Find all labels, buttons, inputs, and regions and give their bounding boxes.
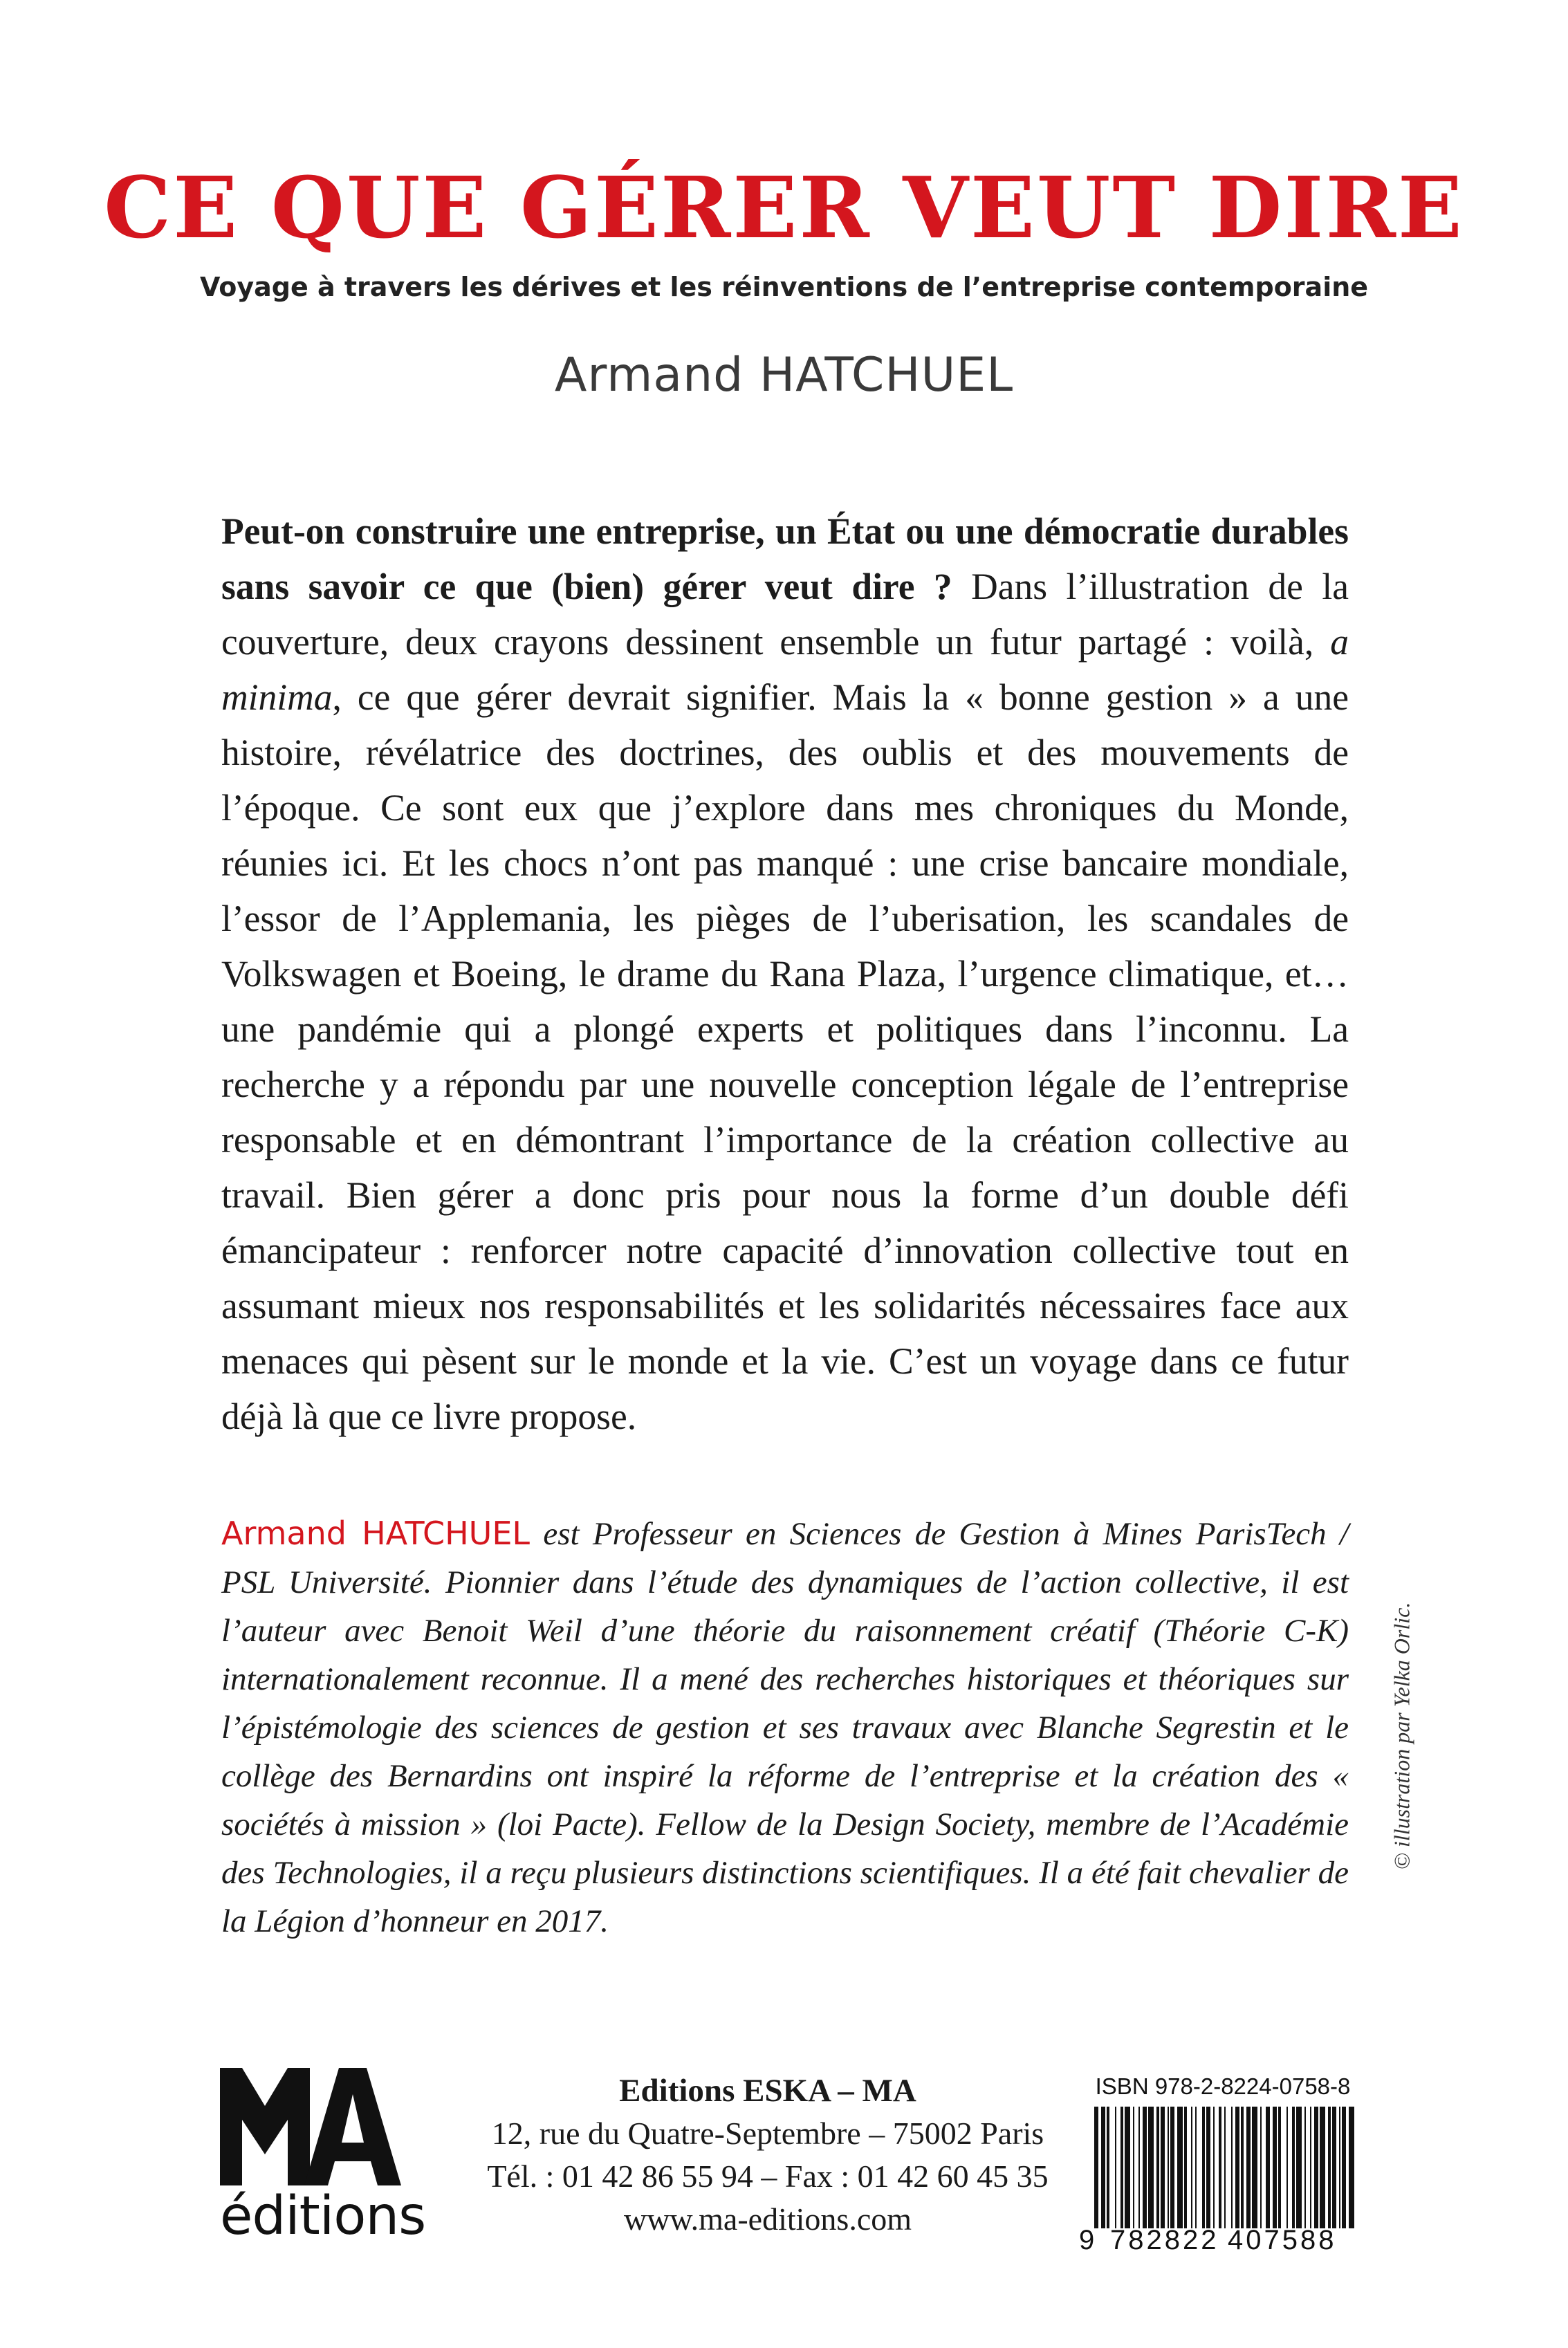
book-title: CE QUE GÉRER VEUT DIRE <box>104 158 1464 257</box>
barcode-bar <box>1148 2107 1154 2228</box>
barcode-bar <box>1310 2107 1311 2228</box>
barcode-bar <box>1115 2107 1116 2228</box>
barcode-bar <box>1342 2107 1346 2228</box>
barcode-bar <box>1195 2107 1197 2228</box>
barcode-bar <box>1191 2107 1192 2228</box>
barcode-bar <box>1156 2107 1159 2228</box>
barcode <box>1091 2107 1354 2228</box>
blurb-lead: Peut-on construire une entreprise, un État ou une démocratie durables sans savoir ce que (bien) gérer veut dire ? <box>221 510 1349 607</box>
barcode-bar <box>1206 2107 1210 2228</box>
publisher-address: 12, rue du Quatre-Septembre – 75002 Paris <box>491 2116 1044 2151</box>
ma-logo-icon <box>220 2068 401 2185</box>
barcode-bar <box>1266 2107 1270 2228</box>
barcode-bar <box>1202 2107 1205 2228</box>
barcode-bar <box>1094 2107 1098 2228</box>
barcode-bar <box>1219 2107 1221 2228</box>
barcode-bar <box>1120 2107 1123 2228</box>
publisher-website: www.ma-editions.com <box>623 2201 912 2237</box>
bio-text: est Professeur en Sciences de Gestion à Mines ParisTech / PSL Université. Pionnier dans l’étude des dynamiques de l’action collective, il est l’auteur avec Benoit Weil d’une théorie du raisonnement créatif (Théorie C-K) internationalement reconnue. Il a mené des recherches historiques et théoriques sur l’épistémologie des sciences de gestion et ses travaux avec Blanche Segrestin et le collège des Bernardins ont inspiré la réforme de l’entreprise et la création des « sociétés à mission » (loi Pacte). Fellow de la Design Society, membre de l’Académie des Technologies, il a reçu plusieurs distinctions scientifiques. Il a été fait chevalier de la Légion d’honneur en 2017. <box>221 1516 1349 1939</box>
barcode-bar <box>1101 2107 1105 2228</box>
illustration-credit <box>1385 1542 1419 1930</box>
barcode-bar <box>1292 2107 1295 2228</box>
isbn-digits-left: 782822 <box>1110 2225 1219 2255</box>
bio-author-name: Armand HATCHUEL <box>221 1515 531 1552</box>
author-name: Armand HATCHUEL <box>554 348 1014 403</box>
barcode-bar <box>1231 2107 1233 2228</box>
barcode-bar <box>1184 2107 1187 2228</box>
publisher-info <box>387 2069 1148 2241</box>
publisher-phone: Tél. : 01 42 86 55 94 – Fax : 01 42 60 45 35 <box>487 2159 1049 2194</box>
blurb-italic: a minima <box>221 621 1349 718</box>
back-cover-blurb <box>221 503 1349 1444</box>
barcode-bar <box>1273 2107 1277 2228</box>
barcode-bar <box>1161 2107 1165 2228</box>
barcode-bar <box>1296 2107 1302 2228</box>
barcode-bar <box>1224 2107 1226 2228</box>
barcode-bar <box>1143 2107 1147 2228</box>
barcode-bar <box>1286 2107 1288 2228</box>
book-subtitle: Voyage à travers les dérives et les réinventions de l’entreprise contemporaine <box>199 272 1369 302</box>
isbn-digits <box>1079 2223 1356 2257</box>
barcode-bar <box>1328 2107 1331 2228</box>
barcode-bar <box>1349 2107 1354 2228</box>
author-bio <box>221 1509 1349 1945</box>
barcode-bar <box>1125 2107 1130 2228</box>
publisher-name: Editions ESKA – MA <box>619 2073 916 2109</box>
barcode-bar <box>1170 2107 1174 2228</box>
barcode-bar <box>1246 2107 1251 2228</box>
barcode-icon <box>1091 2107 1354 2228</box>
barcode-bar <box>1339 2107 1340 2228</box>
barcode-bar <box>1133 2107 1134 2228</box>
barcode-bar <box>1168 2107 1169 2228</box>
barcode-bar <box>1235 2107 1239 2228</box>
barcode-bar <box>1304 2107 1306 2228</box>
barcode-bar <box>1320 2107 1325 2228</box>
blurb-text-part1: Dans l’illustration de la couverture, deux crayons dessinent ensemble un futur partagé : voilà, <box>221 566 1349 663</box>
isbn-label: ISBN 978-2-8224-0758-8 <box>1095 2073 1351 2099</box>
barcode-bar <box>1213 2107 1215 2228</box>
barcode-bar <box>1278 2107 1281 2228</box>
isbn-digits-right: 407588 <box>1228 2225 1337 2255</box>
barcode-bar <box>1260 2107 1262 2228</box>
isbn-digit-first: 9 <box>1079 2225 1095 2255</box>
barcode-bar <box>1314 2107 1318 2228</box>
barcode-bar <box>1252 2107 1257 2228</box>
barcode-bar <box>1332 2107 1336 2228</box>
illustration-credit-text: © illustration par Yelka Orlic. <box>1389 1602 1414 1870</box>
barcode-bar <box>1107 2107 1109 2228</box>
barcode-bar <box>1138 2107 1140 2228</box>
blurb-text-part2: , ce que gérer devrait signifier. Mais la « bonne gestion » a une histoire, révélatrice des doctrines, des oublis et des mouvements de l’époque. Ce sont eux que j’explore dans mes chroniques du Monde, réunies ici. Et les chocs n’ont pas manqué : une crise bancaire mondiale, l’essor de l’Applemania, les pièges de l’uberisation, les scandales de Volkswagen et Boeing, le drame du Rana Plaza, l’urgence climatique, et… une pandémie qui a plongé experts et politiques dans l’inconnu. La recherche y a répondu par une nouvelle conception légale de l’entreprise responsable et en démontrant l’importance de la création collective au travail. Bien gérer a donc pris pour nous la forme d’un double défi émancipateur : renforcer notre capacité d’innovation collective tout en assumant mieux nos responsabilités et les solidarités nécessaires face aux menaces qui pèsent sur le monde et la vie. C’est un voyage dans ce futur déjà là que ce livre propose. <box>221 676 1349 1437</box>
publisher-logo-text: éditions <box>220 2185 426 2247</box>
barcode-bar <box>1177 2107 1183 2228</box>
barcode-bar <box>1241 2107 1244 2228</box>
